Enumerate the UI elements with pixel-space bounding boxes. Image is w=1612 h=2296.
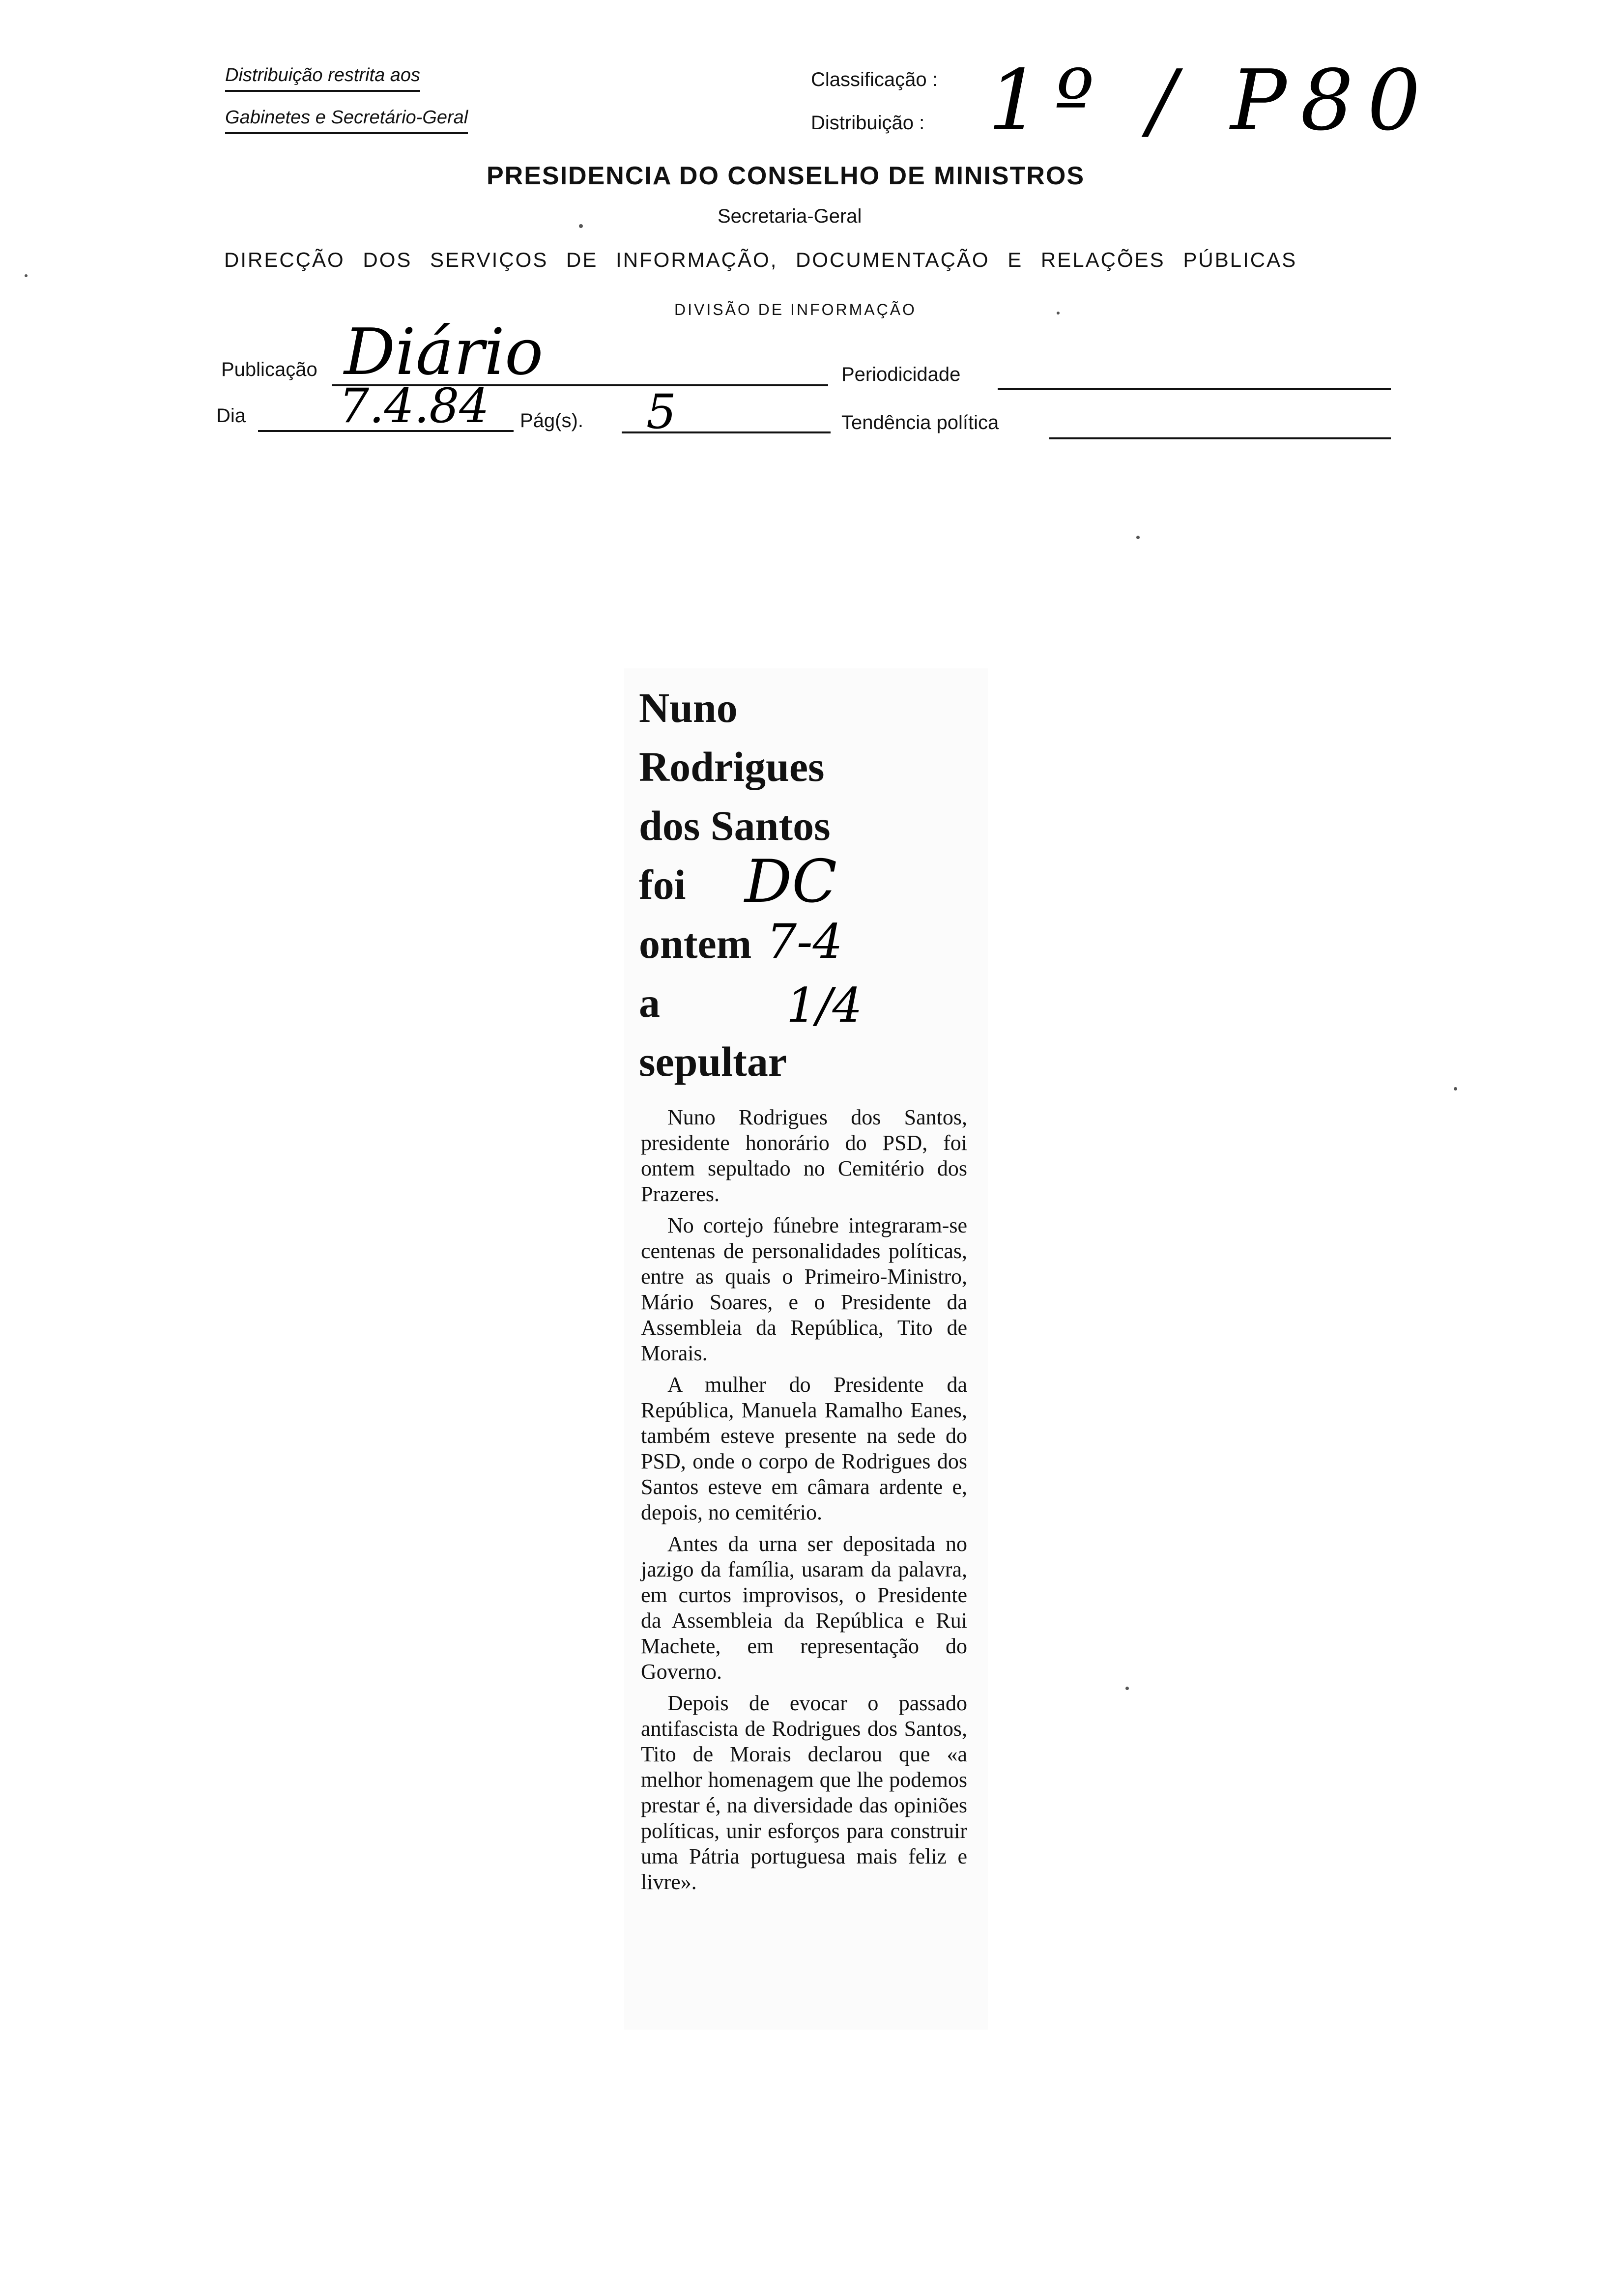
- headline-line-6: a: [639, 979, 660, 1026]
- distribuicao-label: Distribuição :: [811, 112, 925, 134]
- clipping-paragraph-5: Depois de evocar o passado antifascista de Rodrigues dos Santos, Tito de Morais declarou que «a melhor homenagem que lhe podemos prestar é, na diversidade das opiniões políticas, unir esforços para construir uma Pátria portuguesa mais feliz e livre».: [641, 1691, 967, 1894]
- handwritten-annotation-fraction: 1/4: [786, 978, 863, 1033]
- handwritten-annotation-dc: DC: [745, 848, 837, 916]
- scan-speck: [1125, 1687, 1129, 1690]
- periodicidade-field-line: [998, 388, 1391, 390]
- tendencia-label: Tendência política: [841, 412, 999, 433]
- newspaper-clipping: [624, 668, 988, 2030]
- department-title: DIRECÇÃO DOS SERVIÇOS DE INFORMAÇÃO, DOCUMENTAÇÃO E RELAÇÕES PÚBLICAS: [224, 248, 1297, 271]
- handwritten-classification-code: 1º / P80: [988, 52, 1435, 149]
- clipping-paragraph-4: Antes da urna ser depositada no jazigo da família, usaram da palavra, em curtos improvisos, o Presidente da Assembleia da República e Rui Machete, em representação do Governo.: [641, 1532, 967, 1684]
- tendencia-field-line: [1049, 437, 1391, 439]
- headline-line-7: sepultar: [639, 1038, 787, 1085]
- headline-line-3: dos Santos: [639, 802, 831, 849]
- clipping-paragraph-3: A mulher do Presidente da República, Manuela Ramalho Eanes, também esteve presente na sede do PSD, onde o corpo de Rodrigues dos Santos esteve em câmara ardente e, depois, no cemitério.: [641, 1373, 967, 1524]
- classificacao-label: Classificação :: [811, 69, 938, 90]
- headline-line-5: ontem: [639, 920, 752, 967]
- distribution-restricted-line1: Distribuição restrita aos: [225, 65, 420, 92]
- publicacao-label: Publicação: [221, 359, 317, 380]
- headline-line-2: Rodrigues: [639, 743, 825, 790]
- scan-speck: [1057, 312, 1060, 315]
- handwritten-annotation-date: 7-4: [767, 914, 843, 969]
- scan-speck: [579, 224, 583, 228]
- pags-handwritten-value: 5: [646, 384, 677, 439]
- org-subtitle: Secretaria-Geral: [718, 205, 862, 227]
- periodicidade-label: Periodicidade: [841, 364, 961, 385]
- pags-label: Pág(s).: [520, 410, 583, 431]
- clipping-body: [641, 1105, 967, 1895]
- headline-line-1: Nuno: [639, 684, 738, 731]
- division-title: DIVISÃO DE INFORMAÇÃO: [674, 301, 917, 318]
- org-title: PRESIDENCIA DO CONSELHO DE MINISTROS: [487, 162, 1085, 190]
- dia-handwritten-value: 7.4.84: [339, 378, 489, 433]
- headline-line-4: foi: [639, 861, 686, 908]
- scan-speck: [25, 274, 28, 277]
- clipping-paragraph-1: Nuno Rodrigues dos Santos, presidente honorário do PSD, foi ontem sepultado no Cemitério dos Prazeres.: [641, 1105, 967, 1206]
- scan-speck: [1136, 536, 1140, 539]
- scan-speck: [1454, 1087, 1457, 1091]
- publicacao-handwritten-value: Diário: [344, 315, 544, 389]
- clipping-paragraph-2: No cortejo fúnebre integraram-se centenas de personalidades políticas, entre as quais o Primeiro-Ministro, Mário Soares, e o Presidente da Assembleia da República, Tito de Morais.: [641, 1213, 967, 1365]
- dia-label: Dia: [216, 405, 246, 427]
- distribution-restricted-line2: Gabinetes e Secretário-Geral: [225, 107, 468, 134]
